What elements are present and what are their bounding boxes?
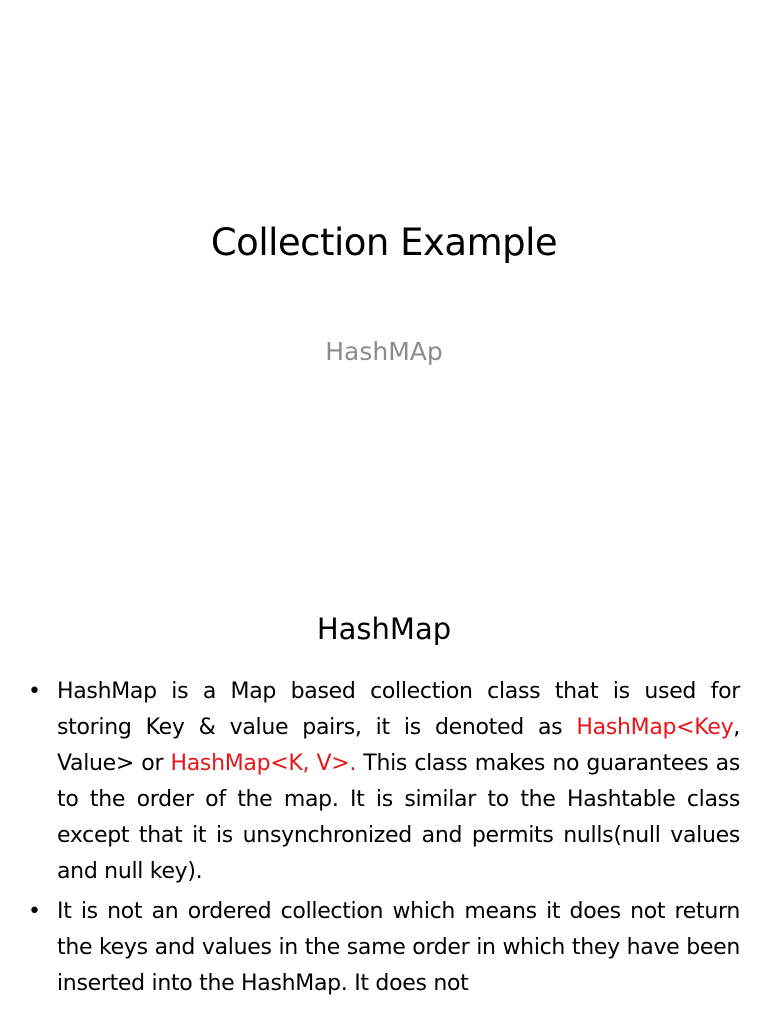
- bullet-marker: •: [28, 679, 41, 704]
- bullet-list: [28, 674, 740, 1006]
- bullet-item-hashmap-definition: [28, 674, 740, 890]
- slide-title: Collection Example: [210, 221, 558, 264]
- bullet1-highlight-hashmap-kv: HashMap<K, V>.: [170, 751, 357, 776]
- bullet1-highlight-hashmap-key: HashMap<Key: [576, 715, 734, 740]
- bullet1-text-c: This class makes no guarantees as to the order of the map. It is similar to the Hashtable class except that it is unsynchronized and permits nulls(null values and null key).: [57, 751, 741, 884]
- slide-subtitle: HashMAp: [325, 337, 443, 366]
- bullet1-text-a: HashMap is a Map based collection class that is used for storing Key & value pairs, it is denoted as: [57, 679, 740, 740]
- bullet-marker: •: [28, 899, 41, 924]
- section-heading: HashMap: [316, 612, 452, 646]
- bullet-item-ordering: [28, 894, 740, 1002]
- bullet2-text: It is not an ordered collection which means it does not return the keys and values in the same order in which they have been inserted into the HashMap. It does not: [57, 899, 740, 996]
- bullet1-text-b: , Value> or: [57, 715, 740, 776]
